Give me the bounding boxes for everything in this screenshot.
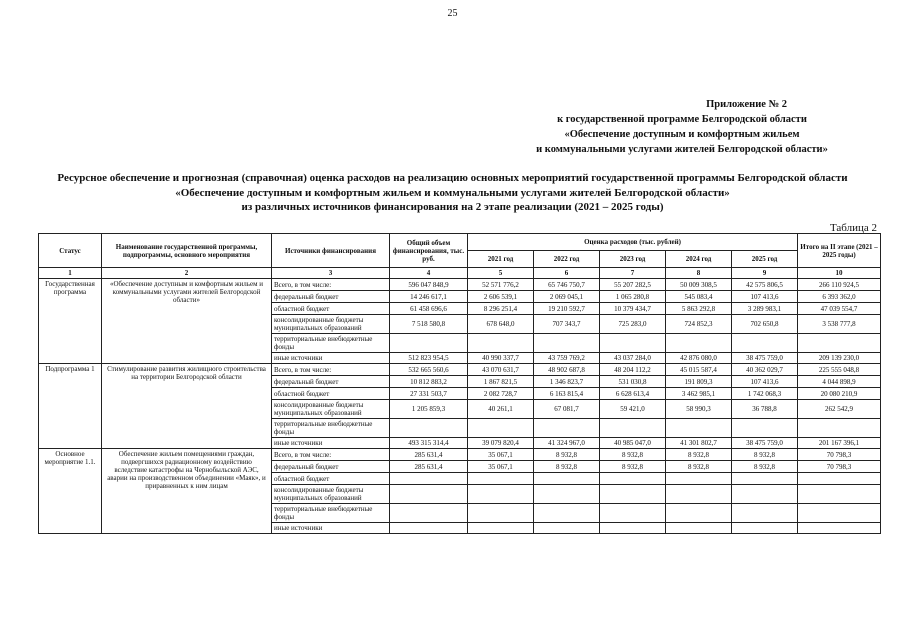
row-value: [600, 334, 666, 353]
row-value: [666, 473, 732, 485]
row-value: [732, 523, 798, 534]
row-value: 10 379 434,7: [600, 303, 666, 315]
row-source: иные источники: [272, 438, 390, 449]
row-value: 8 932,8: [732, 449, 798, 461]
row-value: 38 475 759,0: [732, 353, 798, 364]
row-source: территориальные внебюджетные фонды: [272, 419, 390, 438]
row-value: [600, 485, 666, 504]
row-value: 59 421,0: [600, 400, 666, 419]
row-value: [798, 419, 881, 438]
row-value: [600, 419, 666, 438]
row-value: [798, 523, 881, 534]
row-value: 531 030,8: [600, 376, 666, 388]
row-value: 3 289 983,1: [732, 303, 798, 315]
column-number: 7: [600, 268, 666, 279]
row-status: Государственная программа: [39, 279, 102, 364]
row-value: 41 301 802,7: [666, 438, 732, 449]
appendix-line: к государственной программе Белгородской области: [557, 114, 807, 125]
column-number: 6: [534, 268, 600, 279]
row-program-name: Обеспечение жильем помещениями граждан, подвергшихся радиационному воздействию вследствие катастрофы на Чернобыльской АЭС, аварии на производственном объединении «Маяк», и приравненных к ним лицам: [102, 449, 272, 534]
row-value: 6 393 362,0: [798, 291, 881, 303]
row-value: 19 210 592,7: [534, 303, 600, 315]
row-value: 2 606 539,1: [468, 291, 534, 303]
row-value: [390, 334, 468, 353]
row-value: 678 648,0: [468, 315, 534, 334]
row-value: 65 746 750,7: [534, 279, 600, 291]
row-value: 2 069 045,1: [534, 291, 600, 303]
row-value: 3 538 777,8: [798, 315, 881, 334]
row-value: 8 932,8: [666, 449, 732, 461]
row-value: 266 110 924,5: [798, 279, 881, 291]
table-body: [39, 279, 881, 534]
row-source: Всего, в том числе:: [272, 279, 390, 291]
row-value: [468, 419, 534, 438]
appendix-line: «Обеспечение доступным и комфортным жильем: [564, 129, 800, 140]
row-value: 209 139 230,0: [798, 353, 881, 364]
row-value: [798, 473, 881, 485]
row-value: [390, 419, 468, 438]
header-year: 2023 год: [600, 251, 666, 268]
row-value: 48 902 687,8: [534, 364, 600, 376]
row-value: 67 081,7: [534, 400, 600, 419]
row-value: 48 204 112,2: [600, 364, 666, 376]
row-value: [732, 473, 798, 485]
row-value: 107 413,6: [732, 291, 798, 303]
title-line: Ресурсное обеспечение и прогнозная (справочная) оценка расходов на реализацию основных мероприятий государственной программы Белгородской области: [57, 172, 848, 184]
title-line: «Обеспечение доступным и комфортным жильем и коммунальными услугами жителей Белгородской области»: [175, 186, 730, 199]
row-value: [732, 419, 798, 438]
column-number: 2: [102, 268, 272, 279]
row-value: [666, 485, 732, 504]
row-value: 47 039 554,7: [798, 303, 881, 315]
row-value: 35 067,1: [468, 461, 534, 473]
row-value: 1 742 068,3: [732, 388, 798, 400]
row-value: [534, 523, 600, 534]
row-source: территориальные внебюджетные фонды: [272, 504, 390, 523]
row-value: 42 575 806,5: [732, 279, 798, 291]
row-value: 27 331 503,7: [390, 388, 468, 400]
row-value: 8 932,8: [534, 461, 600, 473]
row-value: 8 932,8: [600, 461, 666, 473]
row-value: [666, 419, 732, 438]
header-source: Источники финансирования: [272, 234, 390, 268]
row-value: 545 083,4: [666, 291, 732, 303]
header-result: Итого на II этапе (2021 – 2025 годы): [798, 234, 881, 268]
row-value: 40 362 029,7: [732, 364, 798, 376]
row-value: 8 932,8: [534, 449, 600, 461]
header-year: 2024 год: [666, 251, 732, 268]
row-value: 10 812 883,2: [390, 376, 468, 388]
header-year: 2022 год: [534, 251, 600, 268]
row-source: консолидированные бюджеты муниципальных образований: [272, 315, 390, 334]
column-number: 3: [272, 268, 390, 279]
row-value: 20 080 210,9: [798, 388, 881, 400]
row-value: [666, 504, 732, 523]
document-title: [20, 171, 885, 215]
row-source: областной бюджет: [272, 388, 390, 400]
row-value: 107 413,6: [732, 376, 798, 388]
row-source: Всего, в том числе:: [272, 364, 390, 376]
row-value: [468, 504, 534, 523]
row-source: консолидированные бюджеты муниципальных образований: [272, 400, 390, 419]
row-value: 55 207 282,5: [600, 279, 666, 291]
row-value: [390, 485, 468, 504]
row-value: 5 863 292,8: [666, 303, 732, 315]
row-program-name: «Обеспечение доступным и комфортным жильем и коммунальными услугами жителей Белгородской области»: [102, 279, 272, 364]
row-value: 512 823 954,5: [390, 353, 468, 364]
row-value: 50 009 308,5: [666, 279, 732, 291]
row-value: 2 082 728,7: [468, 388, 534, 400]
row-value: 45 015 587,4: [666, 364, 732, 376]
row-value: [390, 473, 468, 485]
row-value: 596 047 848,9: [390, 279, 468, 291]
row-value: 262 542,9: [798, 400, 881, 419]
header-estimate: Оценка расходов (тыс. рублей): [468, 234, 798, 251]
row-value: 8 296 251,4: [468, 303, 534, 315]
row-value: 1 867 821,5: [468, 376, 534, 388]
header-total: Общий объем финансирования, тыс. руб.: [390, 234, 468, 268]
row-value: 1 346 823,7: [534, 376, 600, 388]
row-value: 8 932,8: [732, 461, 798, 473]
row-value: [534, 473, 600, 485]
row-value: 8 932,8: [600, 449, 666, 461]
row-value: 40 990 337,7: [468, 353, 534, 364]
header-year: 2021 год: [468, 251, 534, 268]
row-source: иные источники: [272, 523, 390, 534]
row-value: 702 650,8: [732, 315, 798, 334]
row-value: 1 205 859,3: [390, 400, 468, 419]
table-row: [39, 279, 881, 291]
row-value: [732, 504, 798, 523]
row-value: [390, 504, 468, 523]
header-year: 2025 год: [732, 251, 798, 268]
row-value: 1 065 280,8: [600, 291, 666, 303]
row-source: федеральный бюджет: [272, 376, 390, 388]
row-value: [534, 485, 600, 504]
row-status: Подпрограмма 1: [39, 364, 102, 449]
row-value: [666, 523, 732, 534]
row-value: [534, 334, 600, 353]
row-value: 6 628 613,4: [600, 388, 666, 400]
page-number: 25: [447, 8, 458, 19]
row-value: 41 324 967,0: [534, 438, 600, 449]
row-value: 493 315 314,4: [390, 438, 468, 449]
header-name: Наименование государственной программы, подпрограммы, основного мероприятия: [102, 234, 272, 268]
appendix-line: Приложение № 2: [706, 99, 787, 110]
appendix-header: [517, 97, 847, 157]
header-status: Статус: [39, 234, 102, 268]
row-source: областной бюджет: [272, 473, 390, 485]
row-source: территориальные внебюджетные фонды: [272, 334, 390, 353]
row-source: иные источники: [272, 353, 390, 364]
row-value: 39 079 820,4: [468, 438, 534, 449]
row-value: [468, 334, 534, 353]
column-number: 8: [666, 268, 732, 279]
column-number: 5: [468, 268, 534, 279]
column-numbers-row: [39, 268, 881, 279]
row-value: 532 665 560,6: [390, 364, 468, 376]
row-value: 43 759 769,2: [534, 353, 600, 364]
appendix-line: и коммунальными услугами жителей Белгородской области»: [536, 144, 828, 155]
row-value: 3 462 985,1: [666, 388, 732, 400]
row-value: 40 985 047,0: [600, 438, 666, 449]
row-value: [732, 334, 798, 353]
row-value: [390, 523, 468, 534]
row-value: 52 571 776,2: [468, 279, 534, 291]
row-source: федеральный бюджет: [272, 291, 390, 303]
row-value: 61 458 696,6: [390, 303, 468, 315]
column-number: 4: [390, 268, 468, 279]
row-value: 36 788,8: [732, 400, 798, 419]
row-value: [732, 485, 798, 504]
table-label: Таблица 2: [829, 222, 877, 234]
financing-table: [38, 233, 881, 534]
column-number: 9: [732, 268, 798, 279]
row-value: [798, 485, 881, 504]
row-value: 43 070 631,7: [468, 364, 534, 376]
row-value: 285 631,4: [390, 449, 468, 461]
row-source: федеральный бюджет: [272, 461, 390, 473]
row-value: 201 167 396,1: [798, 438, 881, 449]
row-value: 8 932,8: [666, 461, 732, 473]
row-value: [798, 504, 881, 523]
row-value: [468, 523, 534, 534]
row-value: [600, 504, 666, 523]
row-value: 7 518 580,8: [390, 315, 468, 334]
row-value: 191 809,3: [666, 376, 732, 388]
row-value: 4 044 898,9: [798, 376, 881, 388]
row-value: [534, 504, 600, 523]
table-row: [39, 364, 881, 376]
title-line: из различных источников финансирования на 2 этапе реализации (2021 – 2025 годы): [241, 201, 664, 213]
row-value: 58 990,3: [666, 400, 732, 419]
column-number: 1: [39, 268, 102, 279]
row-value: 38 475 759,0: [732, 438, 798, 449]
row-value: 42 876 080,0: [666, 353, 732, 364]
row-value: [534, 419, 600, 438]
row-value: [600, 523, 666, 534]
row-status: Основное мероприятие 1.1.: [39, 449, 102, 534]
row-value: 285 631,4: [390, 461, 468, 473]
row-value: 725 283,0: [600, 315, 666, 334]
row-value: 6 163 815,4: [534, 388, 600, 400]
row-value: [468, 485, 534, 504]
row-value: 707 343,7: [534, 315, 600, 334]
row-value: 43 037 284,0: [600, 353, 666, 364]
row-value: 70 798,3: [798, 461, 881, 473]
row-source: консолидированные бюджеты муниципальных образований: [272, 485, 390, 504]
row-source: Всего, в том числе:: [272, 449, 390, 461]
row-source: областной бюджет: [272, 303, 390, 315]
row-value: [798, 334, 881, 353]
row-value: [600, 473, 666, 485]
row-value: 14 246 617,1: [390, 291, 468, 303]
row-program-name: Стимулирование развития жилищного строительства на территории Белгородской области: [102, 364, 272, 449]
row-value: 724 852,3: [666, 315, 732, 334]
row-value: 40 261,1: [468, 400, 534, 419]
row-value: 225 555 048,8: [798, 364, 881, 376]
row-value: [666, 334, 732, 353]
row-value: [468, 473, 534, 485]
row-value: 70 798,3: [798, 449, 881, 461]
row-value: 35 067,1: [468, 449, 534, 461]
table-row: [39, 449, 881, 461]
column-number: 10: [798, 268, 881, 279]
